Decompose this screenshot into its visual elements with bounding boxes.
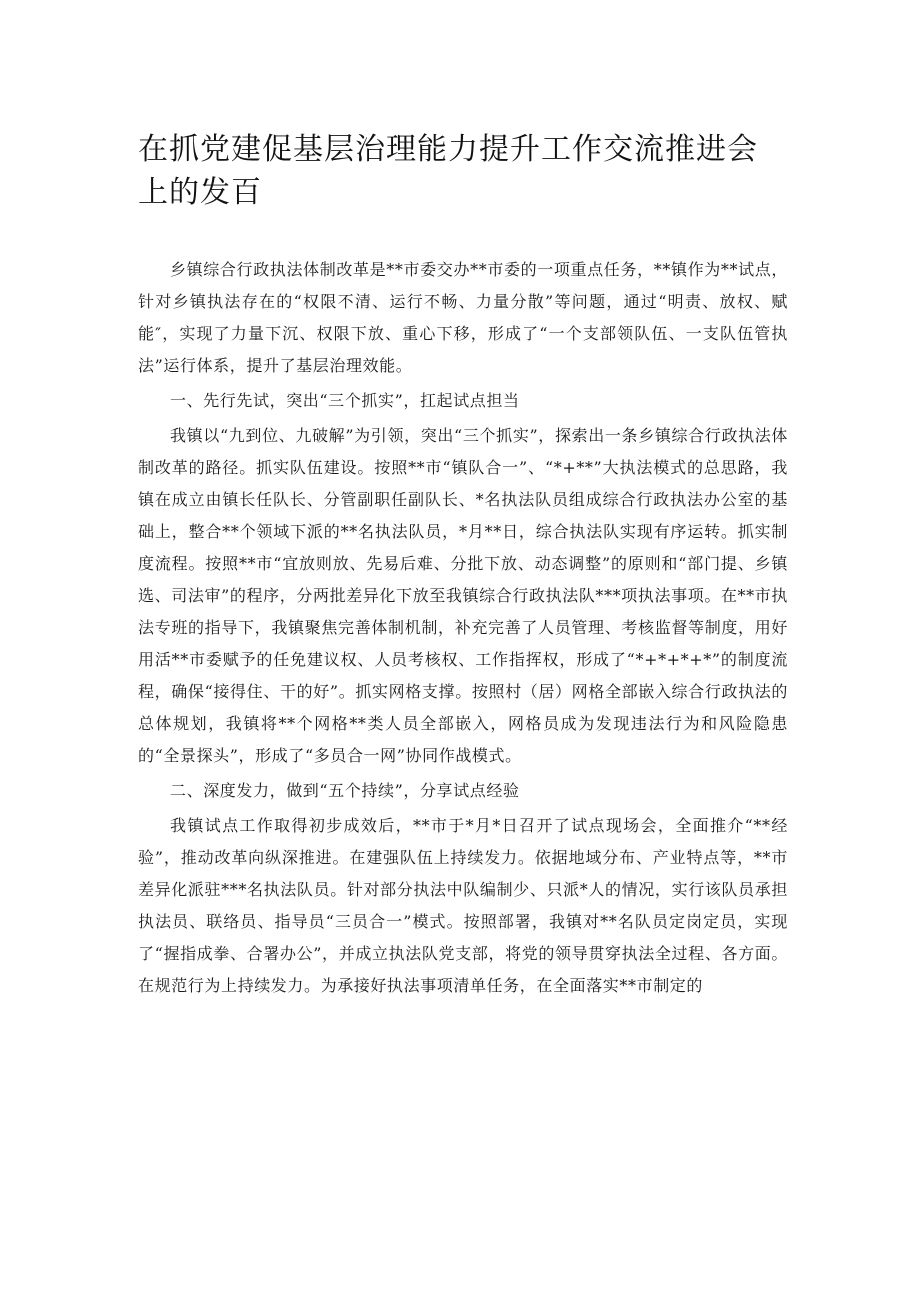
section-1-paragraph: 我镇以“九到位、九破解”为引领，突出“三个抓实”，探索出一条乡镇综合行政执法体制改革的路径。抓实队伍建设。按照**市“镇队合一”、“*+**”大执法模式的总思路，我镇在成立由镇长任队长、分管副职任副队长、*名执法队员组成综合行政执法办公室的基础上，整合**个领域下派的**名执法队员，*月**日，综合执法队实现有序运转。抓实制度流程。按照**市“宜放则放、先易后难、分批下放、动态调整”的原则和“部门提、乡镇选、司法审”的程序，分两批差异化下放至我镇综合行政执法队***项执法事项。在**市执法专班的指导下，我镇聚焦完善体制机制，补充完善了人员管理、考核监督等制度，用好用活**市委赋予的任免建议权、人员考核权、工作指挥权，形成了“*+*+*+*”的制度流程，确保“接得住、干的好”。抓实网格支撑。按照村（居）网格全部嵌入综合行政执法的总体规划，我镇将**个网格**类人员全部嵌入，网格员成为发现违法行为和风险隐患的“全景探头”，形成了“多员合一网”协同作战模式。 — [138, 426, 788, 765]
document-page — [138, 0, 788, 1005]
document-title: 在抓党建促基层治理能力提升工作交流推进会上的发百 — [138, 132, 758, 210]
document-body — [138, 254, 788, 1002]
intro-paragraph: 乡镇综合行政执法体制改革是**市委交办**市委的一项重点任务，**镇作为**试点，针对乡镇执法存在的“权限不清、运行不畅、力量分散”等问题，通过“明责、放权、赋能″，实现了力量下沉、权限下放、重心下移，形成了“一个支部领队伍、一支队伍管执法”运行体系，提升了基层治理效能。 — [138, 260, 788, 375]
section-heading-1: 一、先行先试，突出“三个抓实”，扛起试点担当 — [170, 391, 520, 410]
section-heading-2: 二、深度发力，做到“五个持续”，分享试点经验 — [170, 781, 520, 800]
section-2-paragraph: 我镇试点工作取得初步成效后，**市于*月*日召开了试点现场会，全面推介“**经验”，推动改革向纵深推进。在建强队伍上持续发力。依据地域分布、产业特点等，**市差异化派驻***名执法队员。针对部分执法中队编制少、只派*人的情况，实行该队员承担执法员、联络员、指导员“三员合一”模式。按照部署，我镇对**名队员定岗定员，实现了“握指成拳、合署办公”，并成立执法队党支部，将党的领导贯穿执法全过程、各方面。在规范行为上持续发力。为承接好执法事项清单任务，在全面落实**市制定的 — [138, 816, 788, 995]
